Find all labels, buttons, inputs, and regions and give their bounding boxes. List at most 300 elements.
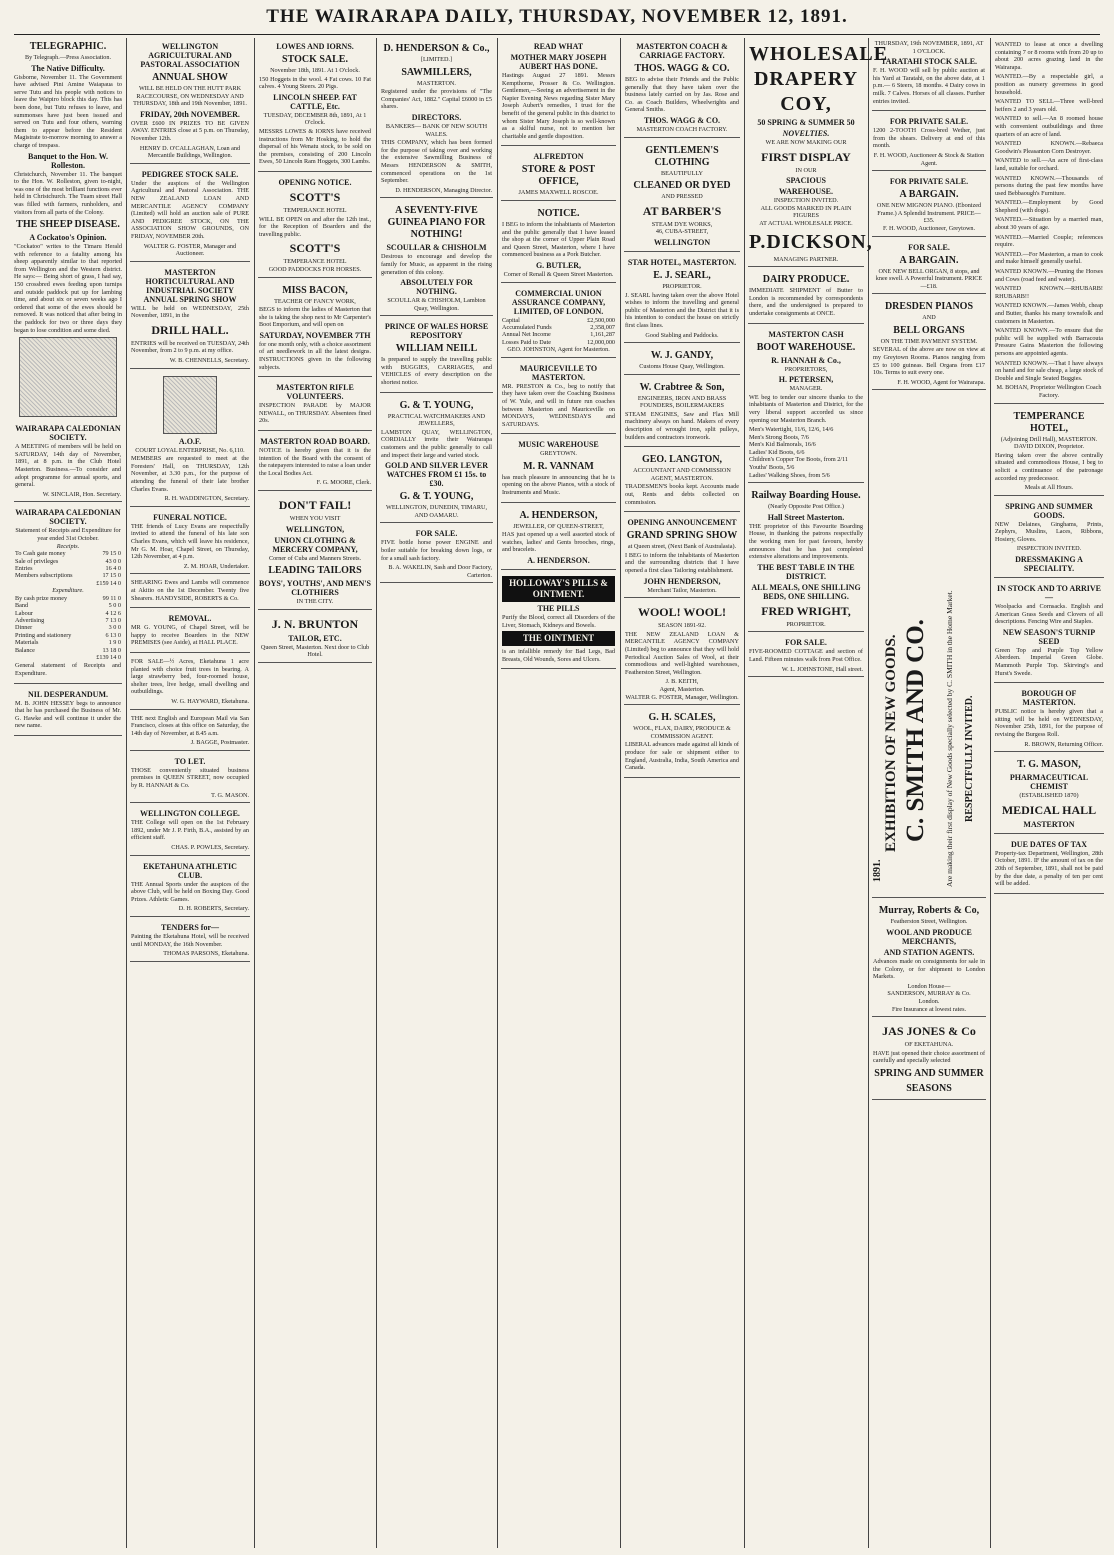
table-cell: £139 14 0 xyxy=(96,654,121,662)
table-cell: 79 15 0 xyxy=(102,550,121,558)
advert-signature: WALTER G. FOSTER, Manager and Auctioneer. xyxy=(143,242,237,258)
illustration-image xyxy=(19,337,117,417)
advert-subtitle: PROPRIETORS, xyxy=(784,365,828,373)
table-cell: Annual Net Income xyxy=(502,331,551,339)
receipts-table xyxy=(15,550,121,587)
advert-signature: J. B. KEITH, xyxy=(665,678,699,686)
advert-subtitle: ENGINEERS, IRON AND BRASS FOUNDERS, BOILERMAKERS xyxy=(637,394,727,410)
advert-signature: JOHN HENDERSON, xyxy=(643,576,721,586)
advert-address: at Queen street, (Next Bank of Australasia). xyxy=(627,543,737,551)
advert-headline: BOOT WAREHOUSE. xyxy=(756,341,856,353)
advert-text: IMMEDIATE SHIPMENT of Butter to London is recommended by correspondents there, and the undersigned is prepared to undertake consignments at ONCE. xyxy=(749,287,863,317)
advert-text: MR. PRESTON & Co., beg to notify that they have taken over the Coaching Business of W. Yule, and will in future run coaches between Masterton and Mauriceville on MONDAYS, WEDNESDAYS and SATURDAYS. xyxy=(502,382,615,428)
column-rule xyxy=(254,38,255,1548)
column-rule xyxy=(868,38,869,1548)
table-cell: Printing and stationery xyxy=(15,631,72,639)
advert-title: NIL DESPERANDUM. xyxy=(27,689,108,699)
advert-title: A.O.F. xyxy=(178,436,202,446)
column-3 xyxy=(258,38,372,1550)
vertical-text: C. SMITH AND CO. xyxy=(902,619,929,843)
advert-horticultural xyxy=(130,264,250,369)
advert-title: J. N. BRUNTON xyxy=(271,616,359,631)
advert-title: MASTERTON COACH & CARRIAGE FACTORY. xyxy=(636,42,728,60)
advert-scales xyxy=(624,707,740,778)
advert-union-clothing xyxy=(258,493,372,610)
advert-text: I BEG to inform the inhabitants of Masterton and the surrounding districts that I have opened a first class Tailoring establishment. xyxy=(625,551,739,574)
advert-title: PRINCE OF WALES HORSE REPOSITORY xyxy=(384,322,489,341)
advert-title: PEDIGREE STOCK SALE. xyxy=(141,169,239,179)
advert-subtitle: PROPRIETOR. xyxy=(786,620,826,628)
advert-title: SCOULLAR & CHISHOLM xyxy=(386,243,487,253)
advert-signature: FRED WRIGHT, xyxy=(761,603,851,618)
advert-text: for one month only, with a choice assortment of art needlework in all the latest designs. INSTRUCTIONS given in the following subjects. xyxy=(259,340,371,371)
advert-signature: R. BROWN, Returning Officer. xyxy=(1024,740,1103,748)
table-cell: £159 14 0 xyxy=(96,579,121,587)
advert-taratahi xyxy=(872,38,986,111)
table-row xyxy=(502,317,615,324)
advert-signature: W. G. HAYWARD, Eketahuna. xyxy=(171,697,249,705)
advert-text: Hastings August 27 1891. Messrs Kempthorne, Prosser & Co. Wellington. Gentlemen,—Seeing an advertisement in the Napier Evening News regarding Sister Mary Joseph Aubert's remedies, I trust for the benefit of the general public in this district to whom Sister Mary Joseph is so well-known as a skilful nurse, not to mention her charitable and gentle disposition. xyxy=(502,72,615,140)
advert-title: FOR PRIVATE SALE. xyxy=(889,117,969,127)
advert-text: Green Top and Purple Top Yellow Aberdeen. Imperial Green Globe. Mammoth Purple Top. Skirving's and Hurst's Swede. xyxy=(995,646,1103,677)
advert-headline: SCOTT'S xyxy=(289,189,341,204)
advert-prince-of-wales xyxy=(380,318,493,392)
advert-title: MUSIC WAREHOUSE xyxy=(518,440,599,450)
column-2 xyxy=(130,38,250,1550)
advert-title: STAR HOTEL, MASTERTON. xyxy=(627,257,737,267)
advert-title: D. HENDERSON & Co., xyxy=(383,43,490,54)
advert-date: SATURDAY, NOVEMBER 7TH xyxy=(259,330,371,340)
advert-text: FIVE bottle horse power ENGINE and boiler suitable for breaking down logs, or for a small sash factory. xyxy=(381,539,492,562)
advert-title: GEO. LANGTON, xyxy=(641,454,723,466)
advert-text: BEG to advise their Friends and the Public generally that they have taken over the business lately carried on by Jas. Rose and Co. as Coach Builders, Wheelwrights and General Smiths. xyxy=(625,76,739,114)
table-cell: Capital xyxy=(502,316,520,324)
article-text: Gisborne, November 11. The Government have advised Pini Amine Waiapaua to serve Tutu and his people with notices to leave the Waipiro block this day. This has been done, but Tutu refuses to leave, and summonses have just been issued and served on Tutu and four others, warning them to appear before the Resident Magistrate to-morrow morning to answer a charge of trespass. xyxy=(14,73,122,149)
advert-nil-desperandum xyxy=(14,686,122,736)
advert-title: W. Crabtree & Son, xyxy=(639,381,725,393)
advert-private-sale xyxy=(872,113,986,171)
wanted-item: WANTED.—By a respectable girl, a position as nursery governess in good household. xyxy=(995,73,1103,96)
article-text: Christchurch, November 11. The banquet to the Hon. W. Rolleston, given to-night, was one of the most brilliant functions ever held in Christchurch. The Tuam street Hall was filled with farmers, runholders, and visitors from all parts of the Colony. xyxy=(14,170,122,216)
advert-text: 1200 2-TOOTH Cross-bred Wether, just from the shears. Delivery at end of this month. xyxy=(873,127,985,150)
advert-signature: F. H. WOOD, Agent for Wairarapa. xyxy=(897,378,985,386)
advert-text: WELLINGTON, xyxy=(285,524,345,534)
table-row xyxy=(502,331,615,338)
price-list-item: Ladies' Walking Shoes, from 5/6 xyxy=(749,471,830,479)
wanted-item: WANTED KNOWN.—Thousands of persons during the past few months have used Bebbaough's Furniture. xyxy=(995,174,1103,197)
wanted-item: WANTED KNOWN.—That I have always on hand and for sale cheap, a large stock of Double and Single Seated Buggies. xyxy=(995,359,1103,382)
table-cell: To Cash gate money xyxy=(15,550,66,558)
advert-text: BEGS to inform the ladies of Masterton that she is taking the shop next to Mr Carpenter's Boot Emporium, and will open on xyxy=(259,306,371,329)
advert-headline: COY, xyxy=(780,93,832,115)
column-1 xyxy=(14,38,122,1550)
wanted-item: WANTED to sell.—An acre of first-class land, suitable for orchard. xyxy=(995,157,1103,172)
column-rule xyxy=(744,38,745,1548)
advert-subtitle: TEMPERANCE HOTEL xyxy=(283,206,347,214)
advert-text: THE Annual Sports under the auspices of the above Club, will be held on Boxing Day. Good Prizes. Athletic Games. xyxy=(131,880,249,903)
advert-subtitle: DIRECTORS. xyxy=(411,112,462,122)
advert-signature: THOS. WAGG & CO. xyxy=(643,115,721,125)
advert-signature: A. HENDERSON. xyxy=(527,556,590,566)
advert-headline: NEW SEASON'S TURNIP SEED xyxy=(1002,627,1096,646)
subheading-banquet: Banquet to the Hon. W. Rolleston. xyxy=(27,151,109,170)
advert-headline: WILLIAM NEILL xyxy=(395,343,478,355)
wanted-item: WANTED to sell.—An 8 roomed house with convenient outbuildings and three quarters of an acre of land. xyxy=(995,115,1103,138)
advert-text: London. xyxy=(918,998,940,1005)
advert-text: OVER £600 IN PRIZES TO BE GIVEN AWAY. ENTRIES close at 5 p.m. on Thursday, November 12th. xyxy=(131,119,249,142)
advert-text: STEAM ENGINES, Saw and Flax Mill machinery always on hand. Makers of every description of wrought iron, split pulleys, builders and contractors ironwork. xyxy=(625,410,739,441)
advert-brunton xyxy=(258,612,372,663)
advert-signature: W. SINCLAIR, Hon. Secretary. xyxy=(42,490,121,498)
advert-date: November 18th, 1891. At 1 O'clock. xyxy=(270,67,360,74)
advert-subtitle: JEWELLER, OF QUEEN-STREET, xyxy=(513,522,604,530)
subheading-sheep: A Cockatoo's Opinion. xyxy=(29,233,107,243)
table-cell: Advertising xyxy=(15,617,45,624)
advert-address: WELLINGTON, DUNEDIN, TIMARU, AND OAMARU. xyxy=(386,504,487,519)
advert-text: ONE NEW MIGNON PIANO. (Ebonized Frame.) A Splendid Instrument. PRICE—£35. xyxy=(876,202,982,225)
advert-address: Hall Street Masterton. xyxy=(767,512,845,522)
column-rule xyxy=(990,38,991,1548)
advert-subtitle: Statement of Receipts and Expenditure for year ended 31st October. xyxy=(15,527,121,542)
advert-headline: AT BARBER'S xyxy=(642,203,722,218)
heading-telegraphic: TELEGRAPHIC. xyxy=(29,41,107,52)
advert-dresden xyxy=(872,296,986,390)
advert-mauriceville xyxy=(501,360,616,435)
advert-subtitle: ON THE TIME PAYMENT SYSTEM. xyxy=(880,337,978,345)
advert-headline: A SEVENTY-FIVE GUINEA PIANO FOR NOTHING! xyxy=(387,205,486,241)
advert-text: SANDERSON, MURRAY & Co. xyxy=(887,990,971,998)
price-list-item: Men's Watertight, 11/6, 12/6, 14/6 xyxy=(749,426,834,434)
advert-text: AT ACTUAL WHOLESALE PRICE. xyxy=(759,219,853,227)
advert-text: Advances made on consignments for sale in the Colony, or for shipment to London Markets. xyxy=(873,958,985,981)
advert-headline: GRAND SPRING SHOW xyxy=(626,530,738,542)
advert-signature: T. G. MASON. xyxy=(211,791,249,799)
advert-signature: D. H. ROBERTS, Secretary. xyxy=(178,905,249,913)
advert-text: INSPECTION INVITED. xyxy=(773,197,839,205)
advert-borough xyxy=(994,685,1104,752)
table-cell: Balance xyxy=(15,646,35,654)
price-list-item: Men's Kid Balmorals, 16/6 xyxy=(749,441,816,449)
advert-headline: SAWMILLERS, xyxy=(401,66,472,78)
advert-for-sale xyxy=(130,655,250,710)
advert-headline: FRIDAY, 20th NOVEMBER. xyxy=(140,109,240,119)
advert-headline: FIRST DISPLAY xyxy=(761,149,851,164)
advert-subtitle: TEMPERANCE HOTEL xyxy=(283,258,347,266)
advert-headline: BELL ORGANS xyxy=(893,324,965,336)
advert-headline: LINCOLN SHEEP. FAT CATTLE, Etc. xyxy=(273,92,357,111)
table-row xyxy=(15,595,121,602)
wanted-item: WANTED.—For Masterton, a man to cook and make himself generally useful. xyxy=(995,250,1103,266)
advert-subtitle: [LIMITED.] xyxy=(420,56,453,63)
table-row xyxy=(502,339,615,346)
advert-text: London House— xyxy=(907,982,951,990)
advert-scotts-hotel xyxy=(258,174,372,278)
advert-headline: ALL MEALS, ONE SHILLING BEDS, ONE SHILLING. xyxy=(751,582,861,601)
advert-star-hotel xyxy=(624,254,740,343)
advert-title: Railway Boarding House. xyxy=(751,490,861,502)
advert-title: MISS BACON, xyxy=(282,284,348,296)
advert-signature: J. BAGGE, Postmaster. xyxy=(190,739,249,747)
advert-title: Murray, Roberts & Co, xyxy=(878,905,980,917)
advert-signature: GEO. JOHNSTON, Agent for Masterton. xyxy=(507,346,610,354)
advert-title: FOR SALE. xyxy=(415,529,458,539)
table-row xyxy=(502,324,615,331)
advert-subtitle: OF EKETAHUNA. xyxy=(904,1041,954,1049)
advert-mignon-piano xyxy=(872,173,986,236)
advert-title: A. HENDERSON, xyxy=(519,509,598,521)
advert-title: READ WHAT xyxy=(533,42,584,51)
advert-text: (ESTABLISHED 1870) xyxy=(1019,792,1079,800)
advert-text: Desirous to encourage and develop the family for Music, as apparent in the rising generation of this colony. xyxy=(381,253,492,276)
advert-signature: CHAS. P. POWLES, Secretary. xyxy=(171,844,249,852)
advert-title: MASTERTON RIFLE VOLUNTEERS. xyxy=(276,383,354,402)
advert-text: 50 SPRING & SUMMER 50 xyxy=(757,118,855,127)
advert-miss-bacon xyxy=(258,280,372,378)
advert-boot-warehouse xyxy=(748,326,864,484)
advert-text: LIBERAL advances made against all kinds of produce for sale or shipment either to England, Australia, India, South America and Canada. xyxy=(625,741,739,772)
advert-subtitle: PRACTICAL WATCHMAKERS AND JEWELLERS, xyxy=(387,412,486,428)
advert-text: Under the auspices of the Wellington Agricultural and Pastoral Association. THE NEW ZEALAND LOAN AND MERCANTILE AGENCY COMPANY (Limited) will hold an auction sale of PURE AND PEDIGREE STOCK, ON THE ASSOCIATION SHOW GROUNDS, ON FRIDAY, NOVEMBER 20th. xyxy=(131,179,249,240)
advert-title: SPRING AND SUMMER GOODS. xyxy=(1005,501,1093,520)
advert-headline: A BARGAIN. xyxy=(899,254,959,266)
column-4 xyxy=(380,38,493,1550)
advert-bell-organ xyxy=(872,239,986,295)
advert-signature: F. H. WOOD, Auctioneer, Greytown. xyxy=(882,224,976,232)
advert-signature: M. BOHAN, Proprietor Wellington Coach Factory. xyxy=(996,384,1102,399)
table-cell: 4 12 6 xyxy=(105,609,121,617)
advert-signature: DAVID DIXON, Proprietor. xyxy=(1013,443,1084,451)
advert-music-warehouse xyxy=(501,436,616,502)
advert-title: UNION CLOTHING & MERCERY COMPANY, xyxy=(272,535,358,554)
advert-headline: DRILL HALL. xyxy=(151,322,229,337)
table-row xyxy=(15,580,121,587)
advert-subtitle: MASTERTON. xyxy=(417,79,456,87)
table-row xyxy=(15,639,121,646)
advert-text: SHEARING Ewes and Lambs will commence at Akitio on the 1st December. Twenty five Shearers. HANDYSIDE, ROBERTS & Co. xyxy=(131,579,249,602)
table-row xyxy=(15,558,121,565)
advert-gandy xyxy=(624,345,740,375)
advert-title: IN STOCK AND TO ARRIVE— xyxy=(996,584,1102,603)
table-cell: 1,161,287 xyxy=(590,331,615,339)
table-row xyxy=(15,565,121,572)
advert-title: OPENING ANNOUNCEMENT xyxy=(627,518,737,528)
advert-headline: WHOLESALE xyxy=(749,43,889,65)
advert-text: is an infallible remedy for Bad Legs, Bad Breasts, Old Wounds, Sores and Ulcers. xyxy=(502,648,615,663)
advert-text: LAMBTON QUAY, WELLINGTON, CORDIALLY invite their Wairarapa customers and the public generally to call and inspect their large and varied stock. xyxy=(381,428,492,459)
table-cell: Accumulated Funds xyxy=(502,323,552,331)
advert-in-stock xyxy=(994,580,1104,683)
advert-headline: SPRING AND SUMMER xyxy=(874,1067,984,1079)
advert-text: M. B. JOHN HESSEY begs to announce that he has purchased the Business of Mr. G. Hawke and will continue it under the new name. xyxy=(15,699,121,730)
advert-subtitle: (Nearly Opposite Post Office.) xyxy=(768,503,844,511)
advert-wool xyxy=(624,600,740,705)
advert-barbers xyxy=(624,140,740,252)
advert-headline: SEASONS xyxy=(906,1082,952,1094)
price-list-item: Children's Copper Toe Boots, from 2/11 xyxy=(749,456,848,464)
advert-subtitle: Agent, Masterton. xyxy=(659,685,705,693)
advert-text: WILL be held on WEDNESDAY, 25th November, 1891, in the xyxy=(131,304,249,320)
advert-subtitle: TEACHER OF FANCY WORK, xyxy=(274,297,356,305)
advert-title: TARATAHI STOCK SALE. xyxy=(880,57,978,67)
table-cell: 13 18 0 xyxy=(102,646,121,654)
table-cell xyxy=(15,580,89,587)
price-list-item: Ladies' Kid Boots, 6/6 xyxy=(749,448,805,456)
vertical-text: Are making their first display of New Goods specially selected by C. SMITH in the Home Market. xyxy=(945,590,954,888)
advert-address: Corner of Renall & Queen Street Masterton. xyxy=(503,270,614,278)
advert-text: Purify the Blood, correct all Disorders of the Liver, Stomach, Kidneys and Bowels. xyxy=(502,614,615,629)
advert-headline: DRESSMAKING A SPECIALITY. xyxy=(1015,555,1083,574)
advert-henderson xyxy=(380,38,493,198)
advert-headline: BOYS', YOUTHS', AND MEN'S CLOTHIERS xyxy=(259,579,371,598)
advert-address: Corner of Cuba and Manners Streets. xyxy=(268,554,362,562)
table-cell: 99 11 0 xyxy=(102,594,121,602)
advert-text: SPACIOUS xyxy=(786,176,826,186)
table-cell: Band xyxy=(15,602,29,610)
advert-signature: JAMES MAXWELL ROSCOE. xyxy=(518,189,599,197)
advert-signature: D. HENDERSON, Managing Director. xyxy=(395,186,492,194)
advert-title: ALFREDTON xyxy=(533,152,584,162)
advert-subtitle: R. HANNAH & Co., xyxy=(771,355,841,365)
advert-tenders xyxy=(130,919,250,962)
advert-title: WELLINGTON AGRICULTURAL AND PASTORAL ASSOCIATION xyxy=(140,42,240,69)
advert-title: OPENING NOTICE. xyxy=(278,177,352,187)
advert-text: SEVERAL of the above are now on view at my Greytown Rooms. Pianos ranging from £5 to 100 guineas. Bell Organs from £17 10s. Terms to suit every one. xyxy=(873,346,985,377)
advert-title: WAIRARAPA CALEDONIAN SOCIETY. xyxy=(15,508,121,527)
price-list-item: Youths' Boots, 5/6 xyxy=(749,464,795,472)
advert-text: Fire Insurance at lowest rates. xyxy=(891,1005,967,1013)
advert-address: MASTERTON xyxy=(1023,819,1075,829)
advert-funeral xyxy=(130,509,250,575)
emblem-image xyxy=(163,376,217,434)
column-rule xyxy=(376,38,377,1548)
advert-spring-goods xyxy=(994,498,1104,578)
advert-jas-jones xyxy=(872,1019,986,1100)
advert-piano xyxy=(380,200,493,316)
advert-butler xyxy=(501,203,616,283)
advert-subtitle: PHARMACEUTICAL CHEMIST xyxy=(1009,773,1089,792)
advert-statement xyxy=(14,504,122,683)
advert-caledonian xyxy=(14,420,122,502)
advert-text: F. H. WOOD will sell by public auction at his Yard at Taratahi, on the above date, at 1 p.m.— 6 Steers, 18 months. 4 Dairy cows in milk. 7 Calves. Horses of all classes. Further entries invited. xyxy=(873,67,985,105)
advert-banner: THE OINTMENT xyxy=(502,631,615,646)
advert-to-let xyxy=(130,753,250,803)
advert-crabtree xyxy=(624,377,740,448)
advert-date: TUESDAY, DECEMBER 8th, 1891, At 1 O'clock. xyxy=(263,111,367,127)
advert-signature: Z. M. HOAR, Undertaker. xyxy=(183,562,249,570)
advert-text: FIVE-ROOMED COTTAGE and section of Land. Fifteen minutes walk from Post Office. xyxy=(749,648,863,663)
advert-title: MASTERTON HORTICULTURAL AND INDUSTRIAL SOCIETY ANNUAL SPRING SHOW xyxy=(143,267,237,304)
advert-title: MASTERTON CASH xyxy=(768,329,844,339)
advert-text: THE NEW ZEALAND LOAN & MERCANTILE AGENCY COMPANY (Limited) beg to announce that they will hold Periodical Auction Sales of Wool, at their commodious and well-lighted warehouses, Featherston Street, Wellington. xyxy=(625,630,739,676)
advert-title: REMOVAL. xyxy=(168,614,212,624)
advert-text: THIS COMPANY, which has been formed for the purpose of taking over and working the extensive Sawmilling Business of Messrs HENDERSON & SMITH, commenced operations on the 1st September. xyxy=(381,139,492,185)
advert-text: WILL BE HELD ON THE HUTT PARK RACECOURSE, ON WEDNESDAY AND THURSDAY, 18th and 19th November, 1891. xyxy=(133,85,247,108)
table-row xyxy=(15,602,121,609)
advert-text: TRADESMEN'S books kept. Accounts made out, Rents and debts collected on commission. xyxy=(625,483,739,506)
wanted-item: WANTED KNOWN.—Pruning the Horses and Cows (road feed and water). xyxy=(995,268,1103,283)
advert-title: G. & T. YOUNG, xyxy=(399,399,474,411)
advert-address: 46, CUBA-STREET, xyxy=(655,228,709,236)
wanted-item: WANTED to lease at once a dwelling containing 7 or 8 rooms with from 20 up to about 200 acres grazing land in the Wairarapa. xyxy=(995,41,1103,71)
column-rule xyxy=(620,38,621,1548)
table-cell: Members subscriptions xyxy=(15,572,73,580)
masthead-rule xyxy=(14,34,1100,35)
column-5 xyxy=(501,38,616,1550)
advert-headline: DON'T FAIL! xyxy=(278,498,352,512)
advert-text: AND xyxy=(922,314,936,322)
advert-headline: WOOL AND PRODUCE MERCHANTS, xyxy=(886,928,972,947)
advert-text: AND PRESSED xyxy=(661,193,703,201)
table-cell xyxy=(15,654,89,661)
vertical-text: 1891. xyxy=(872,859,883,883)
advert-text: INSPECTION PARADE by MAJOR NEWALL, on THURSDAY. Absentees fined 20s. xyxy=(259,402,371,425)
advert-commercial-union xyxy=(501,285,616,358)
advert-text: THE next English and European Mail via San Francisco, closes at this office on Saturday, the 14th day of November, at 8.45 a.m. xyxy=(131,714,249,737)
advert-text: WILL BE OPEN on and after the 12th inst., for the Reception of Boarders and the travelling public. xyxy=(259,215,371,238)
advert-title: TO LET. xyxy=(174,756,206,766)
advert-headline: ABSOLUTELY FOR NOTHING. xyxy=(400,278,473,297)
advert-headline: ANNUAL SHOW xyxy=(152,72,228,83)
advert-signature: F. G. MOORE, Clerk. xyxy=(316,479,371,487)
table-row xyxy=(15,647,121,654)
advert-text: BEAUTIFULLY xyxy=(660,169,703,177)
advert-text: Is prepared to supply the travelling public with BUGGIES, CARRIAGES, and VEHICLES of every description on the shortest notice. xyxy=(381,356,492,387)
advert-title: T. G. MASON, xyxy=(1017,759,1081,771)
advert-title: BOROUGH OF MASTERTON. xyxy=(1021,689,1077,708)
subheading-native: The Native Difficulty. xyxy=(31,63,105,73)
wanted-item: WANTED.—Married Couple; references require. xyxy=(995,233,1103,249)
wanted-item: WANTED KNOWN.—James Webb, cheap and Butter, thanks his many townsfolk and customers in Masterton. xyxy=(995,302,1103,325)
advert-title: DUE DATES OF TAX xyxy=(1011,839,1087,849)
table-row xyxy=(15,550,121,557)
advert-title: EKETAHUNA ATHLETIC CLUB. xyxy=(143,861,237,880)
advert-headline: DRAPERY xyxy=(753,68,859,90)
advert-text: FOR SALE—½ Acres, Eketahuna 1 acre planted with choice fruit trees in bearing. A large strawberry bed, four-roomed house, shelter trees, live hedge, small dwelling and outbuildings. xyxy=(131,657,249,696)
advert-signature: B. A. WAKELIN, Sash and Door Factory, Carterton. xyxy=(388,564,492,579)
advert-text: Good Stabling and Paddocks. xyxy=(645,331,719,339)
advert-text: Registered under the provisions of "The Companies' Act, 1882." Capital £6000 in £5 shares. xyxy=(381,88,492,111)
table-cell: Materials xyxy=(15,639,39,647)
advert-headline: WOOL! WOOL! xyxy=(637,605,727,620)
column-rule xyxy=(126,38,127,1548)
advert-text: NEW Delaines, Ginghams, Prints, Zephyrs, Muslins, Laces, Ribbons, Hosiery, Gloves. xyxy=(995,520,1103,543)
advert-murray-roberts xyxy=(872,900,986,1017)
vertical-text: EXHIBITION OF NEW GOODS. xyxy=(883,634,899,853)
advert-text: WAREHOUSE. xyxy=(778,187,833,197)
advert-banner: HOLLOWAY'S PILLS & OINTMENT. xyxy=(502,576,615,602)
advert-athletic xyxy=(130,858,250,917)
advert-subtitle: MASTERTON COACH FACTORY. xyxy=(636,125,728,133)
table-cell: 16 4 0 xyxy=(105,564,121,572)
expenditure-heading: Expenditure. xyxy=(52,587,84,595)
advert-text: IN THE CITY. xyxy=(296,598,334,606)
table-cell: Losses Paid to Date xyxy=(502,338,551,346)
advert-headline: A BARGAIN. xyxy=(899,189,959,201)
price-list-item: Men's Strong Boots, 7/6 xyxy=(749,433,809,441)
advert-text: ONE NEW BELL ORGAN, 8 stops, and knee swell. A Powerful Instrument. PRICE—£18. xyxy=(875,267,983,290)
wanted-item: WANTED TO SELL—Three well-bred heifers 2 and 3 years old. xyxy=(995,98,1103,113)
advert-text: IN OUR xyxy=(795,166,817,174)
advert-subtitle: GREYTOWN. xyxy=(540,450,577,458)
column-8 xyxy=(872,38,986,1550)
advert-spring-show xyxy=(624,514,740,598)
advert-holloway xyxy=(501,572,616,669)
advert-medical-hall xyxy=(994,754,1104,834)
advert-wholesale-drapery xyxy=(748,38,889,267)
advert-subtitle: WOOL, FLAX, DAIRY, PRODUCE & COMMISSION AGENT. xyxy=(633,725,731,740)
advert-text: BANKERS— BANK OF NEW SOUTH WALES. xyxy=(385,122,488,138)
advert-college xyxy=(130,805,250,855)
